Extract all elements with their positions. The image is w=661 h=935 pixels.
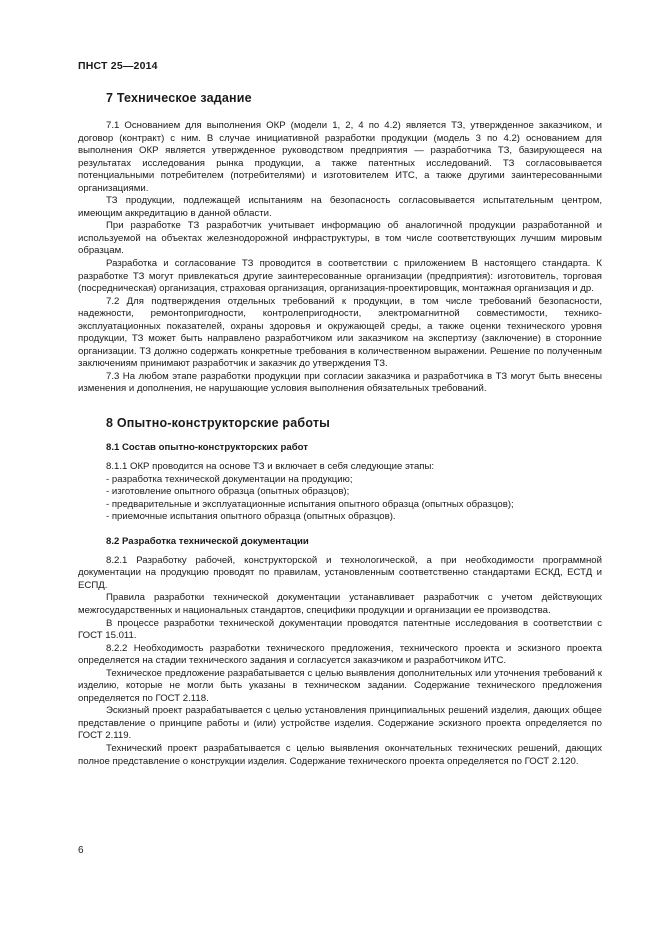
subsection-8-2-paragraph: Техническое предложение разрабатывается с целью выявления дополнительных или уточнения требований к изделию, которые не могли быть указаны в техническом задании. Содержание технического предложения определяется по ГОСТ 2.118.	[78, 667, 602, 704]
section-7-paragraph: 7.2 Для подтверждения отдельных требований к продукции, в том числе требований безопасности, надежности, ремонтопригодности, контролепригодности, электромагнитной совместимости, технико-эксплуатационных показателей, охраны здоровья и окружающей среды, а также оценки технического уровня продукции, ТЗ может быть направлено разработчиком или заказчиком на экспертизу (заключение) в сторонние организации. ТЗ должно содержать конкретные требования в количественном выражении. Решение по полученным заключениям принимают разработчик и заказчик до утверждения ТЗ.	[78, 295, 602, 370]
subsection-8-2-paragraph: В процессе разработки технической документации проводятся патентные исследования в соответствии с ГОСТ 15.011.	[78, 617, 602, 642]
section-7-paragraph: 7.3 На любом этапе разработки продукции при согласии заказчика и разработчика в ТЗ могут быть внесены изменения и дополнения, не нарушающие условия выполнения обязательных требований.	[78, 370, 602, 395]
list-item: - предварительные и эксплуатационные испытания опытного образца (опытных образцов);	[106, 498, 514, 510]
subsection-8-1-title: 8.1 Состав опытно-конструкторских работ	[106, 442, 308, 454]
subsection-8-2-title: 8.2 Разработка технической документации	[106, 535, 309, 547]
section-7-paragraph: 7.1 Основанием для выполнения ОКР (модели 1, 2, 4 по 4.2) является ТЗ, утвержденное заказчиком, и договор (контракт) с ним. В случае инициативной разработки продукции (модель 3 по 4.2) основанием для выполнения ОКР является утвержденное руководством предприятия — разработчика ТЗ, базирующееся на результатах исследования рынка продукции, а также патентных исследований. ТЗ согласовывается потенциальными потребителем (потребителями) и изготовителем ИТС, а также другими заинтересованными организациями.	[78, 120, 602, 194]
subsection-8-1-intro: 8.1.1 ОКР проводится на основе ТЗ и включает в себя следующие этапы:	[106, 461, 435, 473]
document-code: ПНСТ 25—2014	[78, 60, 158, 72]
subsection-8-2-paragraph: Эскизный проект разрабатывается с целью установления принципиальных решений изделия, дающих общее представление о принципе работы и (или) устройстве изделия. Содержание эскизного проекта определяется по ГОСТ 2.119.	[78, 705, 602, 742]
section-7-paragraph: При разработке ТЗ разработчик учитывает информацию об аналогичной продукции разработанной и используемой на объектах железнодорожной инфраструктуры, в том числе соответствующих лучшим мировым образцам.	[78, 220, 602, 257]
page-number: 6	[78, 845, 84, 856]
section-7-paragraph: Разработка и согласование ТЗ проводится в соответствии с приложением В настоящего стандарта. К разработке ТЗ могут привлекаться другие заинтересованные организации (предприятия): изготовитель, торговая (посредническая) организация, страховая организация, организация-проектировщик, монтажная организация и др.	[78, 258, 602, 295]
section-8-title: 8 Опытно-конструкторские работы	[106, 416, 331, 431]
list-item: - изготовление опытного образца (опытных образцов);	[106, 486, 350, 498]
subsection-8-2-paragraph: 8.2.2 Необходимость разработки технического предложения, технического проекта и эскизного проекта определяется на стадии технического задания и согласуется заказчиком и разработчиком ИТС.	[78, 642, 602, 667]
page-content	[78, 91, 602, 768]
subsection-8-2-paragraph: 8.2.1 Разработку рабочей, конструкторской и технологической, а при необходимости программной документации на продукцию проводят по правилам, установленным соответственно стандартами ЕСКД, ЕСТД и ЕСПД.	[78, 554, 602, 591]
list-item: - разработка технической документации на продукцию;	[106, 473, 353, 485]
list-item: - приемочные испытания опытного образца (опытных образцов).	[106, 511, 396, 523]
section-7-paragraph: ТЗ продукции, подлежащей испытаниям на безопасность согласовывается испытательным центром, имеющим аккредитацию в данной области.	[78, 195, 602, 219]
section-7-title: 7 Техническое задание	[106, 91, 252, 105]
subsection-8-2-paragraph: Правила разработки технической документации устанавливает разработчик с учетом действующих межгосударственных и национальных стандартов, специфики продукции и организации ее производства.	[78, 592, 602, 616]
subsection-8-2-paragraph: Технический проект разрабатывается с целью выявления окончательных технических решений, дающих полное представление о конструкции изделия. Содержание технического проекта определяется по ГОСТ 2.120.	[78, 742, 602, 767]
